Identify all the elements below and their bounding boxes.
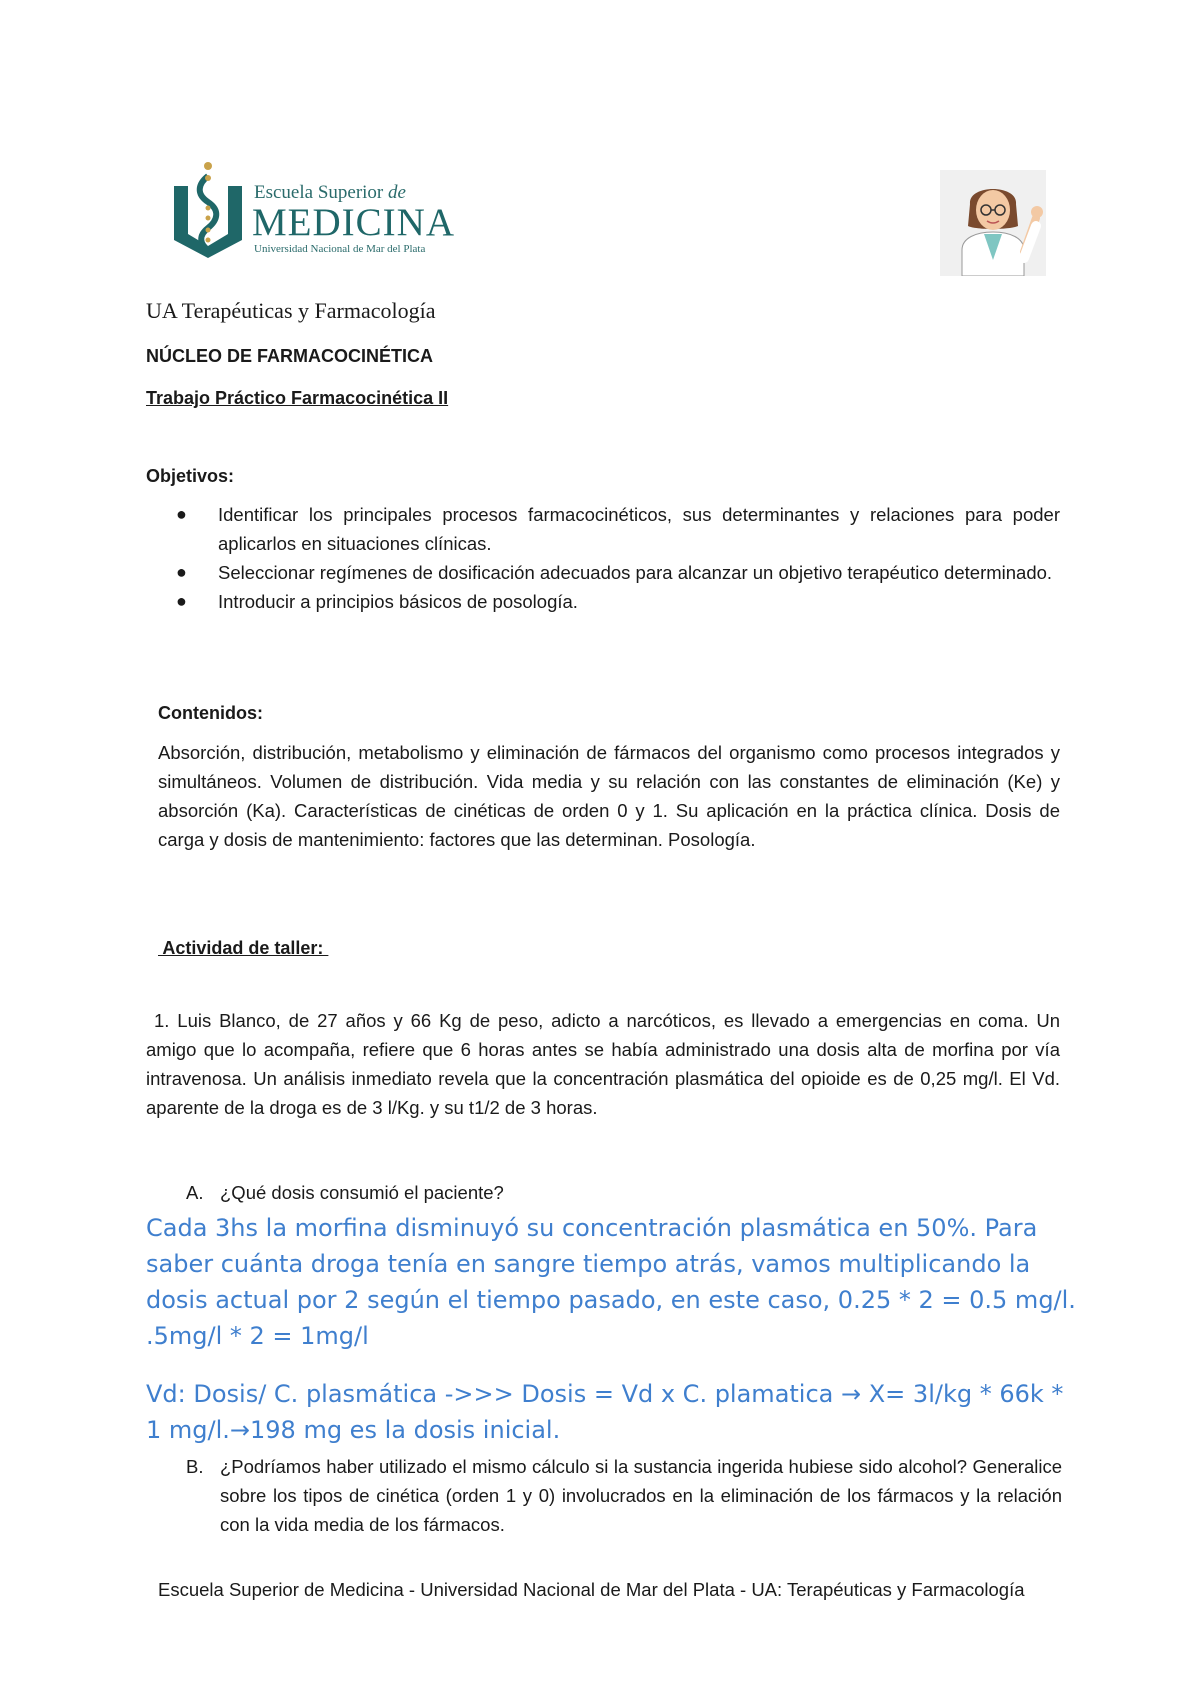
question-1: 1. Luis Blanco, de 27 años y 66 Kg de peso, adicto a narcóticos, es llevado a emergencias en coma. Un amigo que lo acompaña, refiere que 6 horas antes se había administrado una dosis alta de morfina por vía intravenosa. Un análisis inmediato revela que la concentración plasmática del opioide es de 0,25 mg/l. El Vd. aparente de la droga es de 3 l/Kg. y su t1/2 de 3 horas. [146, 1010, 1060, 1118]
logo-line-1: Escuela Superior de [254, 182, 406, 203]
caduceus-shield-icon [168, 158, 248, 268]
question-a-text: ¿Qué dosis consumió el paciente? [220, 1182, 504, 1203]
question-b-text: ¿Podríamos haber utilizado el mismo cálculo si la sustancia ingerida hubiese sido alcohol? Generalice sobre los tipos de cinética (orden 1 y 0) involucrados en la eliminación de los fármacos y la relación con la vida media de los fármacos. [220, 1456, 1062, 1535]
contents-heading: Contenidos: [158, 703, 263, 723]
list-item: ● Identificar los principales procesos farmacocinéticos, sus determinantes y relaciones para poder aplicarlos en situaciones clínicas. [170, 500, 1060, 558]
objectives-list [170, 500, 1060, 616]
question-a-label: A. [186, 1182, 204, 1203]
list-item: ● Introducir a principios básicos de posología. [170, 587, 1060, 616]
answer-a-paragraph-1: Cada 3hs la morfina disminuyó su concentración plasmática en 50%. Para saber cuánta droga tenía en sangre tiempo atrás, vamos multiplicando la dosis actual por 2 según el tiempo pasado, en este caso, 0.25 * 2 = 0.5 mg/l. .5mg/l * 2 = 1mg/l [146, 1214, 1076, 1350]
question-a [186, 1182, 504, 1204]
bullet-icon: ● [176, 504, 187, 524]
objectives-heading: Objetivos: [146, 466, 235, 486]
school-logo [168, 158, 468, 268]
course-title: UA Terapéuticas y Farmacología [146, 298, 436, 323]
logo-line-2: MEDICINA [252, 201, 455, 244]
list-item: ● Seleccionar regímenes de dosificación adecuados para alcanzar un objetivo terapéutico determinado. [170, 558, 1060, 587]
activity-heading: Actividad de taller: [158, 938, 329, 958]
contents-body: Absorción, distribución, metabolismo y eliminación de fármacos del organismo como procesos integrados y simultáneos. Volumen de distribución. Vida media y su relación con las constantes de eliminación (Ke) y absorción (Ka). Características de cinéticas de orden 0 y 1. Su aplicación en la práctica clínica. Dosis de carga y dosis de mantenimiento: factores que las determinan. Posología. [158, 742, 1060, 850]
bullet-icon: ● [176, 562, 187, 582]
doctor-illustration [940, 170, 1046, 276]
bullet-icon: ● [176, 591, 187, 611]
logo-line-3: Universidad Nacional de Mar del Plata [254, 243, 426, 255]
practical-title: Trabajo Práctico Farmacocinética II [146, 388, 449, 408]
page-footer: Escuela Superior de Medicina - Universidad Nacional de Mar del Plata - UA: Terapéuticas y Farmacología [158, 1579, 1025, 1600]
nucleo-title: NÚCLEO DE FARMACOCINÉTICA [146, 346, 433, 366]
question-b [186, 1452, 1062, 1539]
answer-a-paragraph-2: Vd: Dosis/ C. plasmática ->>> Dosis = Vd x C. plamatica → X= 3l/kg * 66k * 1 mg/l.→198 mg es la dosis inicial. [146, 1380, 1064, 1444]
question-b-label: B. [186, 1456, 204, 1477]
